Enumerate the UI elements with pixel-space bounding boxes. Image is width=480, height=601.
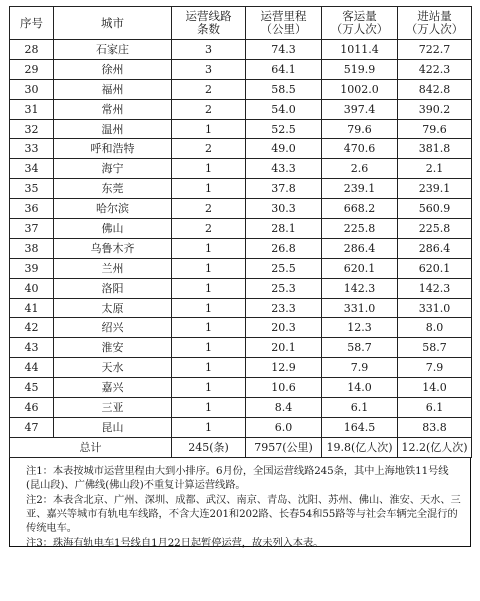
- header-volume-line2: （万人次）: [330, 22, 389, 36]
- cell-entries: 842.8: [398, 79, 472, 99]
- cell-lines: 1: [172, 238, 246, 258]
- cell-volume: 1011.4: [322, 40, 398, 60]
- cell-km: 26.8: [246, 238, 322, 258]
- cell-city: 乌鲁木齐: [54, 238, 172, 258]
- cell-lines: 2: [172, 219, 246, 239]
- cell-lines: 3: [172, 59, 246, 79]
- cell-no: 42: [10, 318, 54, 338]
- cell-lines: 1: [172, 159, 246, 179]
- table-row: [10, 278, 472, 298]
- header-city: 城市: [54, 7, 172, 40]
- table-row: [10, 99, 472, 119]
- cell-city: 徐州: [54, 59, 172, 79]
- cell-no: 45: [10, 378, 54, 398]
- table-row: [10, 417, 472, 437]
- cell-km: 12.9: [246, 358, 322, 378]
- cell-lines: 1: [172, 417, 246, 437]
- cell-volume: 1002.0: [322, 79, 398, 99]
- note-3: 注3：珠海有轨电车1号线自1月22日起暂停运营，故未列入本表。: [26, 536, 324, 549]
- cell-no: 40: [10, 278, 54, 298]
- cell-entries: 14.0: [398, 378, 472, 398]
- table-row: [10, 119, 472, 139]
- cell-lines: 2: [172, 139, 246, 159]
- cell-city: 温州: [54, 119, 172, 139]
- cell-city: 绍兴: [54, 318, 172, 338]
- cell-volume: 79.6: [322, 119, 398, 139]
- table-row: [10, 59, 472, 79]
- header-row: [10, 7, 472, 40]
- header-km-line1: 运营里程: [260, 9, 307, 23]
- note-2: 注2：本表含北京、广州、深圳、成都、武汉、南京、青岛、沈阳、苏州、佛山、淮安、天水、三亚、嘉兴等城市有轨电车线路，不含大连201和202路、长春54和55路等与社会车辆完全混行的传统电车。: [26, 493, 461, 534]
- cell-lines: 1: [172, 358, 246, 378]
- cell-lines: 1: [172, 318, 246, 338]
- cell-volume: 331.0: [322, 298, 398, 318]
- table-row: [10, 358, 472, 378]
- cell-no: 31: [10, 99, 54, 119]
- cell-volume: 397.4: [322, 99, 398, 119]
- metro-operations-sheet: [9, 6, 471, 547]
- table-row: [10, 79, 472, 99]
- cell-km: 23.3: [246, 298, 322, 318]
- cell-lines: 1: [172, 258, 246, 278]
- cell-no: 39: [10, 258, 54, 278]
- cell-volume: 470.6: [322, 139, 398, 159]
- table-row: [10, 298, 472, 318]
- cell-no: 38: [10, 238, 54, 258]
- cell-entries: 381.8: [398, 139, 472, 159]
- cell-km: 37.8: [246, 179, 322, 199]
- cell-lines: 1: [172, 338, 246, 358]
- cell-no: 30: [10, 79, 54, 99]
- table-row: [10, 318, 472, 338]
- cell-volume: 14.0: [322, 378, 398, 398]
- table-row: [10, 40, 472, 60]
- cell-no: 34: [10, 159, 54, 179]
- cell-lines: 1: [172, 298, 246, 318]
- cell-no: 28: [10, 40, 54, 60]
- table-row: [10, 179, 472, 199]
- cell-no: 47: [10, 417, 54, 437]
- header-km: [246, 7, 322, 40]
- table-row: [10, 199, 472, 219]
- cell-volume: 164.5: [322, 417, 398, 437]
- cell-city: 兰州: [54, 258, 172, 278]
- cell-city: 天水: [54, 358, 172, 378]
- cell-city: 呼和浩特: [54, 139, 172, 159]
- cell-km: 30.3: [246, 199, 322, 219]
- table-row: [10, 219, 472, 239]
- cell-entries: 722.7: [398, 40, 472, 60]
- cell-no: 36: [10, 199, 54, 219]
- cell-no: 35: [10, 179, 54, 199]
- cell-city: 嘉兴: [54, 378, 172, 398]
- cell-no: 43: [10, 338, 54, 358]
- table-row: [10, 139, 472, 159]
- cell-km: 64.1: [246, 59, 322, 79]
- cell-km: 49.0: [246, 139, 322, 159]
- cell-no: 41: [10, 298, 54, 318]
- header-lines-line2: 条数: [197, 22, 220, 36]
- cell-km: 43.3: [246, 159, 322, 179]
- cell-entries: 8.0: [398, 318, 472, 338]
- cell-city: 太原: [54, 298, 172, 318]
- table-row: [10, 159, 472, 179]
- cell-city: 常州: [54, 99, 172, 119]
- cell-city: 三亚: [54, 398, 172, 418]
- cell-lines: 2: [172, 79, 246, 99]
- table-row: [10, 238, 472, 258]
- cell-no: 29: [10, 59, 54, 79]
- cell-lines: 1: [172, 179, 246, 199]
- cell-volume: 620.1: [322, 258, 398, 278]
- header-entries-line1: 进站量: [417, 9, 452, 23]
- cell-km: 6.0: [246, 417, 322, 437]
- cell-city: 石家庄: [54, 40, 172, 60]
- cell-km: 28.1: [246, 219, 322, 239]
- cell-volume: 519.9: [322, 59, 398, 79]
- cell-entries: 331.0: [398, 298, 472, 318]
- cell-entries: 7.9: [398, 358, 472, 378]
- cell-lines: 1: [172, 278, 246, 298]
- table-row: [10, 258, 472, 278]
- cell-volume: 286.4: [322, 238, 398, 258]
- notes-block: [9, 458, 471, 547]
- total-row: [10, 437, 472, 457]
- cell-volume: 58.7: [322, 338, 398, 358]
- note-1: 注1：本表按城市运营里程由大到小排序。6月份，全国运营线路245条，其中上海地铁11号线(昆山段)、广佛线(佛山段)不重复计算运营线路。: [26, 464, 449, 491]
- header-no: 序号: [10, 7, 54, 40]
- total-lines: 245(条): [172, 437, 246, 457]
- cell-entries: 286.4: [398, 238, 472, 258]
- cell-city: 淮安: [54, 338, 172, 358]
- header-km-line2: （公里）: [260, 22, 307, 36]
- cell-volume: 668.2: [322, 199, 398, 219]
- cell-entries: 225.8: [398, 219, 472, 239]
- cell-entries: 239.1: [398, 179, 472, 199]
- table-body: [10, 40, 472, 438]
- total-label: 总计: [10, 437, 172, 457]
- header-lines: [172, 7, 246, 40]
- cell-km: 10.6: [246, 378, 322, 398]
- total-volume: 19.8(亿人次): [322, 437, 398, 457]
- cell-volume: 239.1: [322, 179, 398, 199]
- cell-lines: 2: [172, 99, 246, 119]
- cell-lines: 1: [172, 119, 246, 139]
- cell-lines: 1: [172, 398, 246, 418]
- cell-entries: 142.3: [398, 278, 472, 298]
- cell-entries: 2.1: [398, 159, 472, 179]
- table-row: [10, 338, 472, 358]
- cell-lines: 1: [172, 378, 246, 398]
- header-entries: [398, 7, 472, 40]
- total-km: 7957(公里): [246, 437, 322, 457]
- cell-km: 58.5: [246, 79, 322, 99]
- table-row: [10, 378, 472, 398]
- cell-city: 海宁: [54, 159, 172, 179]
- cell-km: 25.5: [246, 258, 322, 278]
- cell-volume: 2.6: [322, 159, 398, 179]
- cell-entries: 560.9: [398, 199, 472, 219]
- cell-volume: 12.3: [322, 318, 398, 338]
- header-volume-line1: 客运量: [342, 9, 377, 23]
- table-row: [10, 398, 472, 418]
- cell-km: 52.5: [246, 119, 322, 139]
- header-lines-line1: 运营线路: [185, 9, 232, 23]
- header-volume: [322, 7, 398, 40]
- cell-city: 昆山: [54, 417, 172, 437]
- cell-km: 20.3: [246, 318, 322, 338]
- cell-entries: 422.3: [398, 59, 472, 79]
- cell-lines: 2: [172, 199, 246, 219]
- cell-city: 福州: [54, 79, 172, 99]
- cell-entries: 6.1: [398, 398, 472, 418]
- cell-km: 74.3: [246, 40, 322, 60]
- cell-entries: 83.8: [398, 417, 472, 437]
- cell-volume: 225.8: [322, 219, 398, 239]
- cell-km: 54.0: [246, 99, 322, 119]
- cell-no: 44: [10, 358, 54, 378]
- cell-no: 37: [10, 219, 54, 239]
- cell-km: 20.1: [246, 338, 322, 358]
- header-entries-line2: （万人次）: [405, 22, 464, 36]
- cell-volume: 7.9: [322, 358, 398, 378]
- cell-km: 8.4: [246, 398, 322, 418]
- cell-no: 32: [10, 119, 54, 139]
- cell-city: 哈尔滨: [54, 199, 172, 219]
- cell-lines: 3: [172, 40, 246, 60]
- cell-entries: 79.6: [398, 119, 472, 139]
- cell-no: 46: [10, 398, 54, 418]
- cell-entries: 390.2: [398, 99, 472, 119]
- cell-city: 东莞: [54, 179, 172, 199]
- cell-entries: 58.7: [398, 338, 472, 358]
- cell-volume: 142.3: [322, 278, 398, 298]
- cell-km: 25.3: [246, 278, 322, 298]
- cell-entries: 620.1: [398, 258, 472, 278]
- metro-table: [9, 6, 472, 458]
- cell-volume: 6.1: [322, 398, 398, 418]
- cell-no: 33: [10, 139, 54, 159]
- cell-city: 佛山: [54, 219, 172, 239]
- cell-city: 洛阳: [54, 278, 172, 298]
- total-entries: 12.2(亿人次): [398, 437, 472, 457]
